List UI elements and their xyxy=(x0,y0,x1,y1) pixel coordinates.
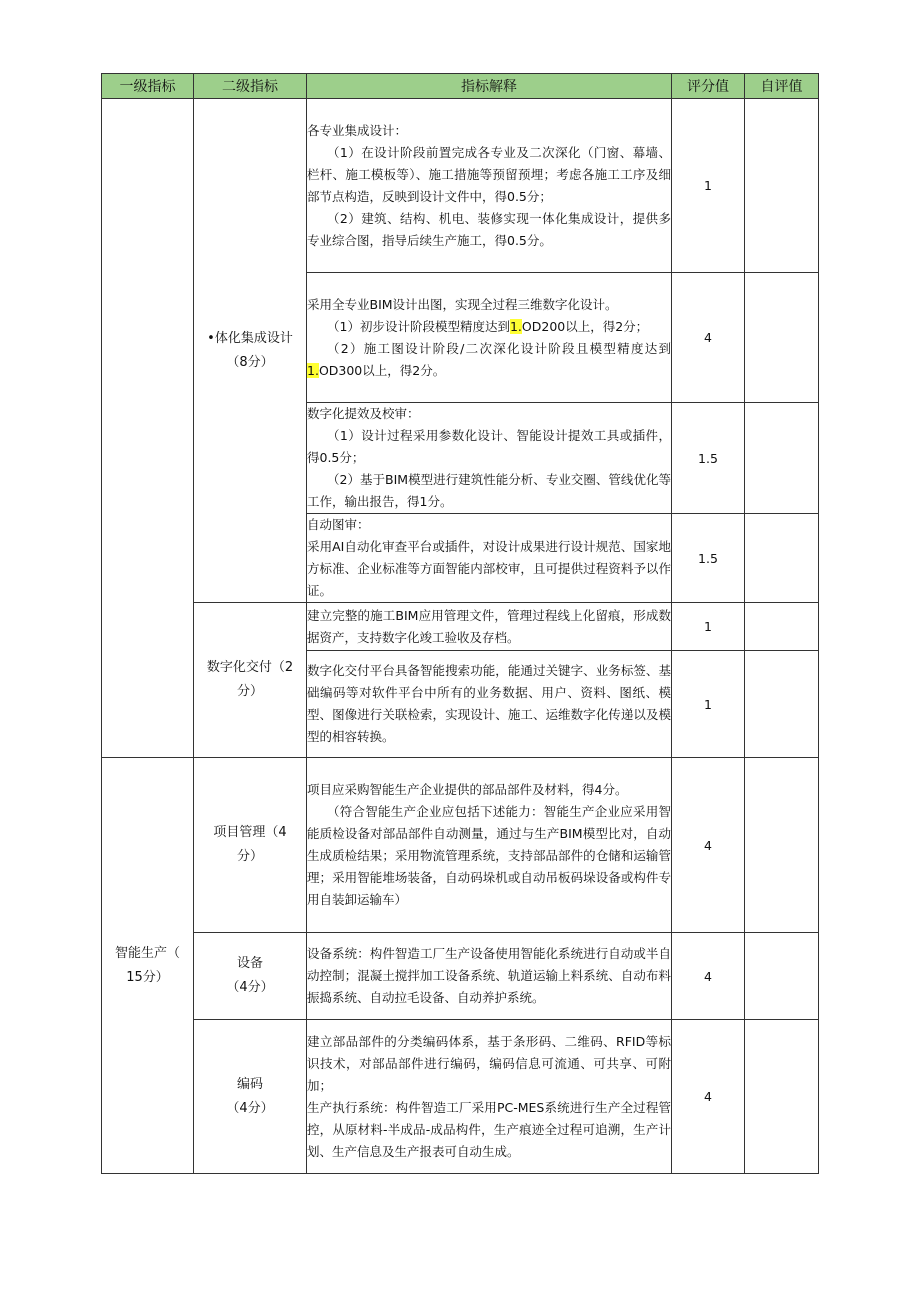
score-cell: 1 xyxy=(672,651,745,758)
explanation-cell: 建立完整的施工BIM应用管理文件，管理过程线上化留痕，形成数据资产，支持数字化竣工验收及存档。 xyxy=(307,603,672,651)
self-score-cell[interactable] xyxy=(745,1020,819,1174)
score-cell: 4 xyxy=(672,273,745,403)
score-cell: 4 xyxy=(672,933,745,1020)
explanation-cell: 自动图审： 采用AI自动化审查平台或插件，对设计成果进行设计规范、国家地方标准、企业标准等方面智能内部校审，且可提供过程资料予以作证。 xyxy=(307,514,672,603)
score-cell: 1 xyxy=(672,99,745,273)
highlight-mark: 1. xyxy=(509,318,522,334)
self-score-cell[interactable] xyxy=(745,933,819,1020)
level2-integrated-design: •体化集成设计 （8分） xyxy=(194,99,307,603)
self-score-cell[interactable] xyxy=(745,651,819,758)
self-score-cell[interactable] xyxy=(745,403,819,514)
highlight-mark: 1. xyxy=(307,362,319,378)
level2-coding: 编码 （4分） xyxy=(194,1020,307,1174)
explanation-cell: 各专业集成设计： （1）在设计阶段前置完成各专业及二次深化（门窗、幕墙、栏杆、施工模板等）、施工措施等预留预埋；考虑各施工工序及细部节点构造，反映到设计文件中，得0.5分； （2）建筑、结构、机电、装修实现一体化集成设计，提供多专业综合图，指导后续生产施工，得0.5分。 xyxy=(307,99,672,273)
table-row xyxy=(102,933,819,1020)
self-score-cell[interactable] xyxy=(745,603,819,651)
level2-project-management: 项目管理（4 分） xyxy=(194,758,307,933)
score-cell: 4 xyxy=(672,758,745,933)
table-row xyxy=(102,603,819,651)
explanation-cell: 设备系统：构件智造工厂生产设备使用智能化系统进行自动或半自动控制；混凝土搅拌加工设备系统、轨道运输上料系统、自动布料振捣系统、自动拉毛设备、自动养护系统。 xyxy=(307,933,672,1020)
level1-cell-empty xyxy=(102,99,194,758)
score-cell: 1.5 xyxy=(672,403,745,514)
evaluation-table xyxy=(101,73,819,1174)
table-row xyxy=(102,758,819,933)
header-row xyxy=(102,74,819,99)
explanation-cell: 数字化交付平台具备智能搜索功能，能通过关键字、业务标签、基础编码等对软件平台中所有的业务数据、用户、资料、图纸、模型、图像进行关联检索，实现设计、施工、运维数字化传递以及模型的相容转换。 xyxy=(307,651,672,758)
self-score-cell[interactable] xyxy=(745,99,819,273)
level2-digital-delivery: 数字化交付（2 分） xyxy=(194,603,307,758)
self-score-cell[interactable] xyxy=(745,273,819,403)
explanation-cell: 数字化提效及校审： （1）设计过程采用参数化设计、智能设计提效工具或插件，得0.5分； （2）基于BIM模型进行建筑性能分析、专业交圈、管线优化等工作，输出报告，得1分。 xyxy=(307,403,672,514)
explanation-cell: 采用全专业BIM设计出图，实现全过程三维数字化设计。 （1）初步设计阶段模型精度达到1.OD200以上，得2分； （2）施工图设计阶段/二次深化设计阶段且模型精度达到1.OD300以上，得2分。 xyxy=(307,273,672,403)
explanation-cell: 建立部品部件的分类编码体系，基于条形码、二维码、RFID等标识技术，对部品部件进行编码，编码信息可流通、可共享、可附加； 生产执行系统：构件智造工厂采用PC-MES系统进行生产全过程管控，从原材料-半成品-成品构件，生产痕迹全过程可追溯，生产计划、生产信息及生产报表可自动生成。 xyxy=(307,1020,672,1174)
explanation-cell: 项目应采购智能生产企业提供的部品部件及材料，得4分。 （符合智能生产企业应包括下述能力：智能生产企业应采用智能质检设备对部品部件自动测量，通过与生产BIM模型比对，自动生成质检结果；采用物流管理系统，支持部品部件的仓储和运输管理；采用智能堆场装备，自动码垛机或自动吊板码垛设备或构件专用自装卸运输车） xyxy=(307,758,672,933)
score-cell: 4 xyxy=(672,1020,745,1174)
table-row xyxy=(102,1020,819,1174)
self-score-cell[interactable] xyxy=(745,514,819,603)
header-level2: 二级指标 xyxy=(194,74,307,99)
header-self-score: 自评值 xyxy=(745,74,819,99)
table-row xyxy=(102,99,819,273)
self-score-cell[interactable] xyxy=(745,758,819,933)
header-score: 评分值 xyxy=(672,74,745,99)
level2-equipment: 设备 （4分） xyxy=(194,933,307,1020)
score-cell: 1.5 xyxy=(672,514,745,603)
header-explanation: 指标解释 xyxy=(307,74,672,99)
level1-smart-production: 智能生产（ 15分） xyxy=(102,758,194,1174)
score-cell: 1 xyxy=(672,603,745,651)
header-level1: 一级指标 xyxy=(102,74,194,99)
